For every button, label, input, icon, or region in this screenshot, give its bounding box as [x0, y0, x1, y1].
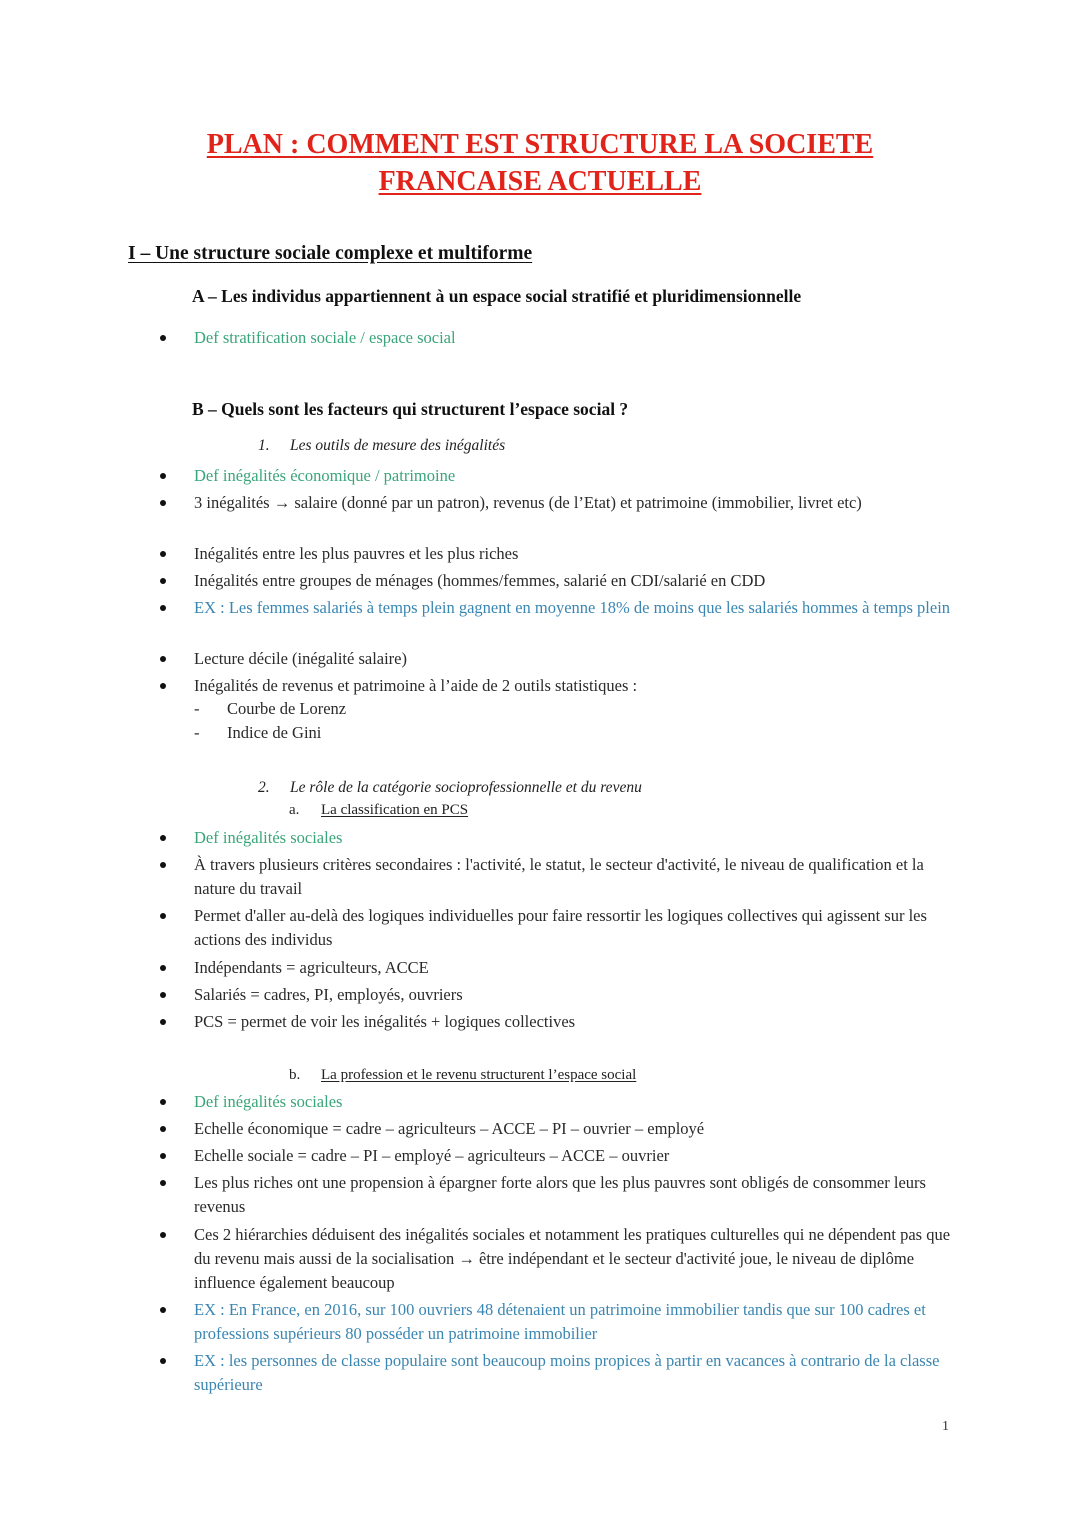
- title-line-1: PLAN : COMMENT EST STRUCTURE LA SOCIETE: [206, 129, 874, 160]
- bullet-icon: [160, 683, 166, 689]
- bullet-icon: [160, 1153, 166, 1159]
- dash-item: - Courbe de Lorenz: [194, 699, 347, 718]
- list-item: Ces 2 hiérarchies déduisent des inégalités sociales et notamment les pratiques culturelles qui ne dépendent pas que du revenu mais aussi de la socialisation → être indépendant et le secteur d'activité joue, le niveau de diplôme influence également beaucoup: [160, 1223, 960, 1295]
- bullet-icon: [160, 1307, 166, 1313]
- list-item: Def inégalités économique / patrimoine: [160, 464, 960, 488]
- section-1-heading: I – Une structure sociale complexe et multiforme: [128, 243, 533, 264]
- title-line-2: FRANCAISE ACTUELLE: [378, 166, 702, 197]
- bullet-icon: [160, 913, 166, 919]
- list-item: Inégalités entre les plus pauvres et les plus riches: [160, 542, 960, 566]
- page-number: 1: [942, 1419, 949, 1434]
- list-item: EX : Les femmes salariés à temps plein gagnent en moyenne 18% de moins que les salariés hommes à temps plein: [160, 596, 960, 620]
- list-item: Def stratification sociale / espace social: [160, 326, 960, 350]
- dash-item: - Indice de Gini: [194, 723, 322, 742]
- list-item: 3 inégalités → salaire (donné par un patron), revenus (de l’Etat) et patrimoine (immobilier, livret etc): [160, 491, 960, 515]
- bullet-icon: [160, 1180, 166, 1186]
- part-b-heading: B – Quels sont les facteurs qui structurent l’espace social ?: [192, 399, 629, 419]
- bullet-icon: [160, 1099, 166, 1105]
- bullet-icon: [160, 862, 166, 868]
- bullet-icon: [160, 578, 166, 584]
- list-item: Salariés = cadres, PI, employés, ouvriers: [160, 983, 960, 1007]
- list-item: Def inégalités sociales: [160, 1090, 960, 1114]
- bullet-icon: [160, 965, 166, 971]
- bullet-icon: [160, 335, 166, 341]
- bullet-icon: [160, 656, 166, 662]
- subsection-2b-heading: b. La profession et le revenu structurent l’espace social: [289, 1067, 637, 1083]
- subsection-1-heading: 1. Les outils de mesure des inégalités: [258, 437, 506, 454]
- bullet-icon: [160, 473, 166, 479]
- list-item: À travers plusieurs critères secondaires : l'activité, le statut, le secteur d'activité, le niveau de qualification et la nature du travail: [160, 853, 960, 901]
- list-item: Inégalités de revenus et patrimoine à l’aide de 2 outils statistiques :: [160, 674, 960, 698]
- list-item: EX : En France, en 2016, sur 100 ouvriers 48 détenaient un patrimoine immobilier tandis que sur 100 cadres et professions supérieurs 80 posséder un patrimoine immobilier: [160, 1298, 960, 1346]
- list-item: Lecture décile (inégalité salaire): [160, 647, 960, 671]
- list-item: Echelle économique = cadre – agriculteurs – ACCE – PI – ouvrier – employé: [160, 1117, 960, 1141]
- document-title: [0, 126, 1080, 200]
- subsection-2-heading: 2. Le rôle de la catégorie socioprofessionnelle et du revenu: [258, 779, 642, 796]
- list-item: Permet d'aller au-delà des logiques individuelles pour faire ressortir les logiques collectives qui agissent sur les actions des individus: [160, 904, 960, 952]
- bullet-icon: [160, 835, 166, 841]
- list-item: Les plus riches ont une propension à épargner forte alors que les plus pauvres sont obligés de consommer leurs revenus: [160, 1171, 960, 1219]
- bullet-icon: [160, 605, 166, 611]
- part-a-heading: A – Les individus appartiennent à un espace social stratifié et pluridimensionnelle: [192, 286, 802, 306]
- list-item: PCS = permet de voir les inégalités + logiques collectives: [160, 1010, 960, 1034]
- bullet-icon: [160, 1232, 166, 1238]
- bullet-icon: [160, 1358, 166, 1364]
- list-item: Indépendants = agriculteurs, ACCE: [160, 956, 960, 980]
- bullet-icon: [160, 551, 166, 557]
- list-item: EX : les personnes de classe populaire sont beaucoup moins propices à partir en vacances à contrario de la classe supérieure: [160, 1349, 960, 1397]
- bullet-icon: [160, 1126, 166, 1132]
- subsection-2a-heading: a. La classification en PCS: [289, 802, 469, 818]
- list-item: Echelle sociale = cadre – PI – employé – agriculteurs – ACCE – ouvrier: [160, 1144, 960, 1168]
- bullet-icon: [160, 500, 166, 506]
- list-item: Inégalités entre groupes de ménages (hommes/femmes, salarié en CDI/salarié en CDD: [160, 569, 960, 593]
- bullet-icon: [160, 1019, 166, 1025]
- list-item: Def inégalités sociales: [160, 826, 960, 850]
- bullet-icon: [160, 992, 166, 998]
